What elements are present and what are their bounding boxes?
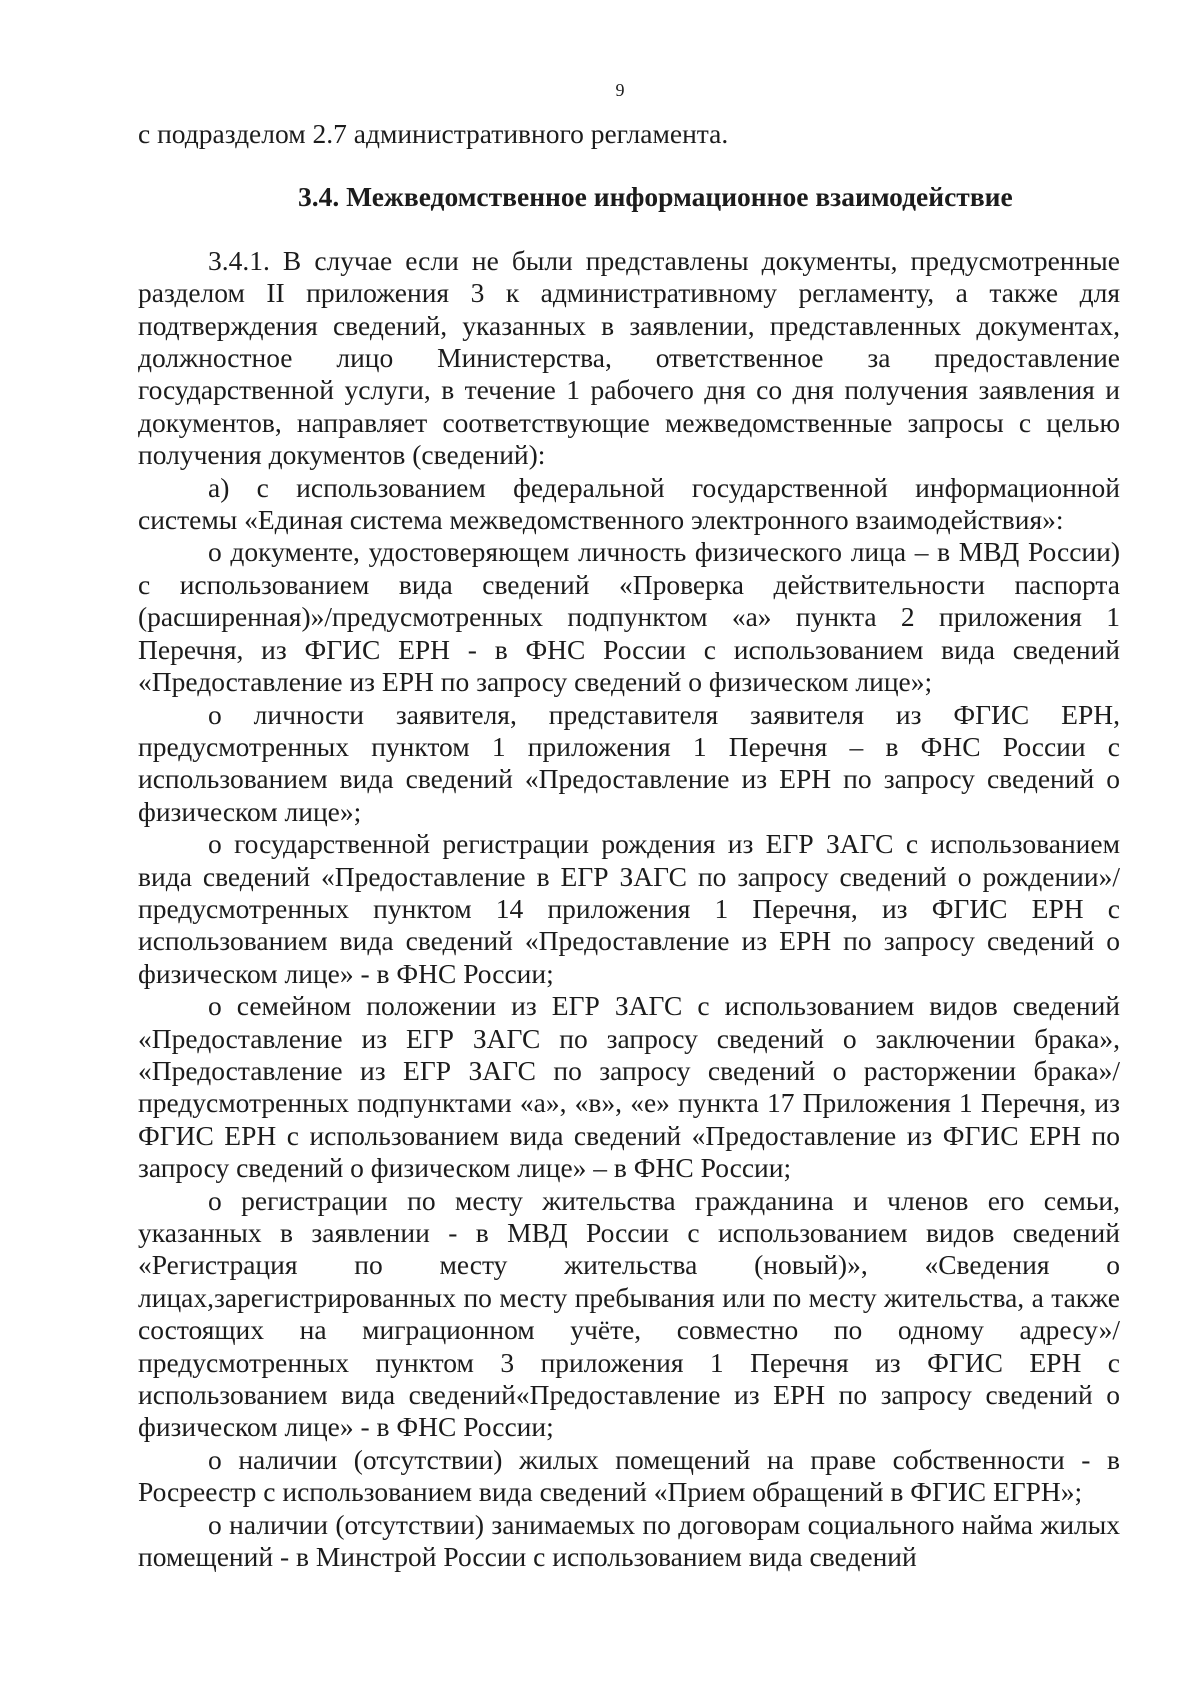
paragraph-birth-registration: о государственной регистрации рождения из ЕГР ЗАГС с использованием вида сведений «Предоставление в ЕГР ЗАГС по запросу сведений о рождении»/предусмотренных пунктом 14 приложения 1 Перечня, из ФГИС ЕРН с использованием вида сведений «Предоставление из ЕРН по запросу сведений о физическом лице» - в ФНС России; — [138, 828, 1120, 989]
paragraph-marital-status: о семейном положении из ЕГР ЗАГС с использованием видов сведений «Предоставление из ЕГР ЗАГС по запросу сведений о заключении брака», «Предоставление из ЕГР ЗАГС по запросу сведений о расторжении брака»/предусмотренных подпунктами «а», «в», «е» пункта 17 Приложения 1 Перечня, из ФГИС ЕРН с использованием вида сведений «Предоставление из ФГИС ЕРН по запросу сведений о физическом лице» – в ФНС России; — [138, 990, 1120, 1184]
paragraph-social-housing: о наличии (отсутствии) занимаемых по договорам социального найма жилых помещений - в Минстрой России с использованием вида сведений — [138, 1508, 1120, 1573]
page-number: 9 — [615, 80, 625, 100]
intro-line: с подразделом 2.7 административного регламента. — [138, 118, 729, 149]
section-heading: 3.4. Межведомственное информационное взаимодействие — [298, 181, 1013, 213]
document-body — [138, 118, 1120, 1573]
paragraph-owned-housing: о наличии (отсутствии) жилых помещений на праве собственности - в Росреестр с использованием вида сведений «Прием обращений в ФГИС ЕГРН»; — [138, 1443, 1120, 1508]
paragraph-3-4-1: 3.4.1. В случае если не были представлены документы, предусмотренные разделом II приложения 3 к административному регламенту, а также для подтверждения сведений, указанных в заявлении, представленных документах, должностное лицо Министерства, ответственное за предоставление государственной услуги, в течение 1 рабочего дня со дня получения заявления и документов, направляет соответствующие межведомственные запросы с целью получения документов (сведений): — [138, 244, 1120, 471]
paragraph-identity-document: о документе, удостоверяющем личность физического лица – в МВД России) с использованием вида сведений «Проверка действительности паспорта (расширенная)»/предусмотренных подпунктом «а» пункта 2 приложения 1 Перечня, из ФГИС ЕРН - в ФНС России с использованием вида сведений «Предоставление из ЕРН по запросу сведений о физическом лице»; — [138, 536, 1120, 698]
paragraph-residence-registration: о регистрации по месту жительства гражданина и членов его семьи, указанных в заявлении - в МВД России с использованием видов сведений «Регистрация по месту жительства (новый)», «Сведения о лицах,зарегистрированных по месту пребывания или по месту жительства, а также состоящих на миграционном учёте, совместно по одному адресу»/предусмотренных пунктом 3 приложения 1 Перечня из ФГИС ЕРН с использованием вида сведений«Предоставление из ЕРН по запросу сведений о физическом лице» - в ФНС России; — [138, 1184, 1120, 1443]
paragraph-applicant-identity: о личности заявителя, представителя заявителя из ФГИС ЕРН, предусмотренных пунктом 1 приложения 1 Перечня – в ФНС России с использованием вида сведений «Предоставление из ЕРН по запросу сведений о физическом лице»; — [138, 698, 1120, 827]
paragraph-item-a: а) с использованием федеральной государственной информационной системы «Единая система межведомственного электронного взаимодействия»: — [138, 471, 1120, 536]
